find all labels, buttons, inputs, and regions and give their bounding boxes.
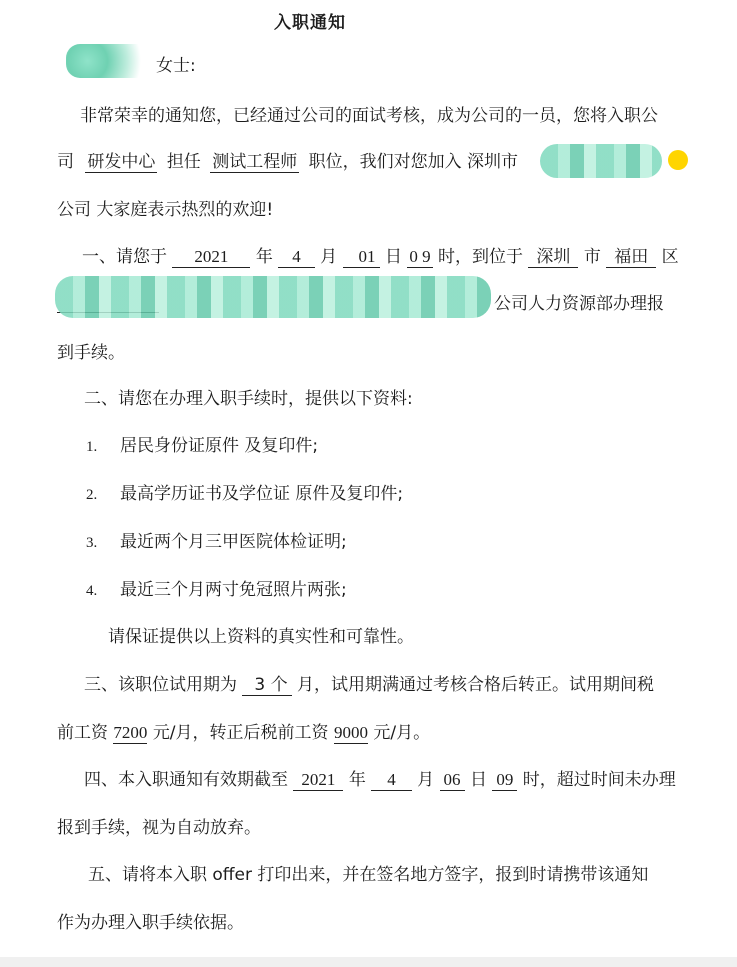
item4-day-field: 06 xyxy=(440,770,465,791)
item1-line3: 到手续。 xyxy=(57,343,125,363)
item1-city-field: 深圳 xyxy=(528,247,578,268)
para1-mid2: 职位，我们对您加入 深圳市 xyxy=(308,152,519,172)
item1-month-unit: 月 xyxy=(320,247,338,267)
item1-hour-field: 0 9 xyxy=(409,247,431,266)
redacted-company xyxy=(540,144,662,178)
item3-prefix: 三、该职位试用期为 xyxy=(84,675,237,695)
item4-day-unit: 日 xyxy=(469,770,487,790)
redacted-address xyxy=(55,276,491,318)
redacted-name xyxy=(66,44,152,78)
item4-month-field: 4 xyxy=(371,770,412,791)
para1-line1: 非常荣幸的通知您，已经通过公司的面试考核，成为公司的一员，您将入职公 xyxy=(80,106,658,126)
item3-suffix: 月，试用期满通过考核合格后转正。试用期间税 xyxy=(297,675,655,695)
list-item xyxy=(86,530,347,555)
document-title: 入职通知 xyxy=(274,13,346,33)
item1-district-unit: 区 xyxy=(661,247,679,267)
item2-heading: 二、请您在办理入职手续时，提供以下资料: xyxy=(84,389,413,409)
item3-line2 xyxy=(57,721,430,745)
regular-salary-field: 9000 xyxy=(333,723,368,742)
para1-prefix: 司 xyxy=(57,152,74,172)
item1-prefix: 一、请您于 xyxy=(82,247,167,267)
position-field: 测试工程师 xyxy=(212,152,298,172)
item1-year-unit: 年 xyxy=(255,247,273,267)
list-text: 最近三个月两寸免冠照片两张; xyxy=(120,580,347,600)
list-text: 最近两个月三甲医院体检证明; xyxy=(120,532,347,552)
item3-l2-prefix: 前工资 xyxy=(57,723,108,743)
item1-day-unit: 日 xyxy=(384,247,402,267)
list-text: 居民身份证原件 及复印件; xyxy=(120,436,319,456)
para1-mid1: 担任 xyxy=(166,152,201,172)
item3-l2-mid: 元/月，转正后税前工资 xyxy=(152,723,329,743)
list-number: 3. xyxy=(86,535,98,551)
list-number: 2. xyxy=(86,487,98,503)
item4-line2: 报到手续，视为自动放弃。 xyxy=(57,818,261,838)
item1-line2: 公司人力资源部办理报 xyxy=(494,294,664,314)
list-number: 1. xyxy=(86,439,98,455)
item1-district-field: 福田 xyxy=(606,247,656,268)
list-text: 最高学历证书及学位证 原件及复印件; xyxy=(120,484,404,504)
item1-city-unit: 市 xyxy=(583,247,601,267)
item1-month-field: 4 xyxy=(278,247,315,268)
sun-emoji-icon xyxy=(668,150,688,170)
item4-month-unit: 月 xyxy=(417,770,435,790)
item5-line2: 作为办理入职手续依据。 xyxy=(57,913,244,933)
item4-line1 xyxy=(84,768,676,792)
item5-line1: 五、请将本入职 offer 打印出来，并在签名地方签字，报到时请携带该通知 xyxy=(88,865,649,885)
item4-year-field: 2021 xyxy=(293,770,343,791)
item1-line1 xyxy=(82,245,679,269)
item1-hour-unit: 时，到位于 xyxy=(438,247,523,267)
item4-suffix: 时，超过时间未办理 xyxy=(522,770,676,790)
list-item xyxy=(86,578,347,603)
list-number: 4. xyxy=(86,583,98,599)
page-bottom-edge xyxy=(0,957,737,967)
probation-salary-field: 7200 xyxy=(113,723,148,742)
item3-l2-suffix: 元/月。 xyxy=(373,723,431,743)
para1-line3: 公司 大家庭表示热烈的欢迎! xyxy=(57,200,274,220)
para1-line2 xyxy=(57,150,518,174)
probation-months-field: 3 个 xyxy=(242,675,291,696)
salutation: 女士: xyxy=(156,56,196,76)
item4-hour-field: 09 xyxy=(492,770,517,791)
item4-prefix: 四、本入职通知有效期截至 xyxy=(84,770,288,790)
item1-year-field: 2021 xyxy=(172,247,250,268)
department-field: 研发中心 xyxy=(87,152,156,172)
list-item xyxy=(86,482,403,507)
item4-year-unit: 年 xyxy=(348,770,366,790)
guarantee-note: 请保证提供以上资料的真实性和可靠性。 xyxy=(108,627,414,647)
item3-line1 xyxy=(84,673,654,697)
item1-day-field: 01 xyxy=(343,247,380,268)
list-item xyxy=(86,434,318,459)
